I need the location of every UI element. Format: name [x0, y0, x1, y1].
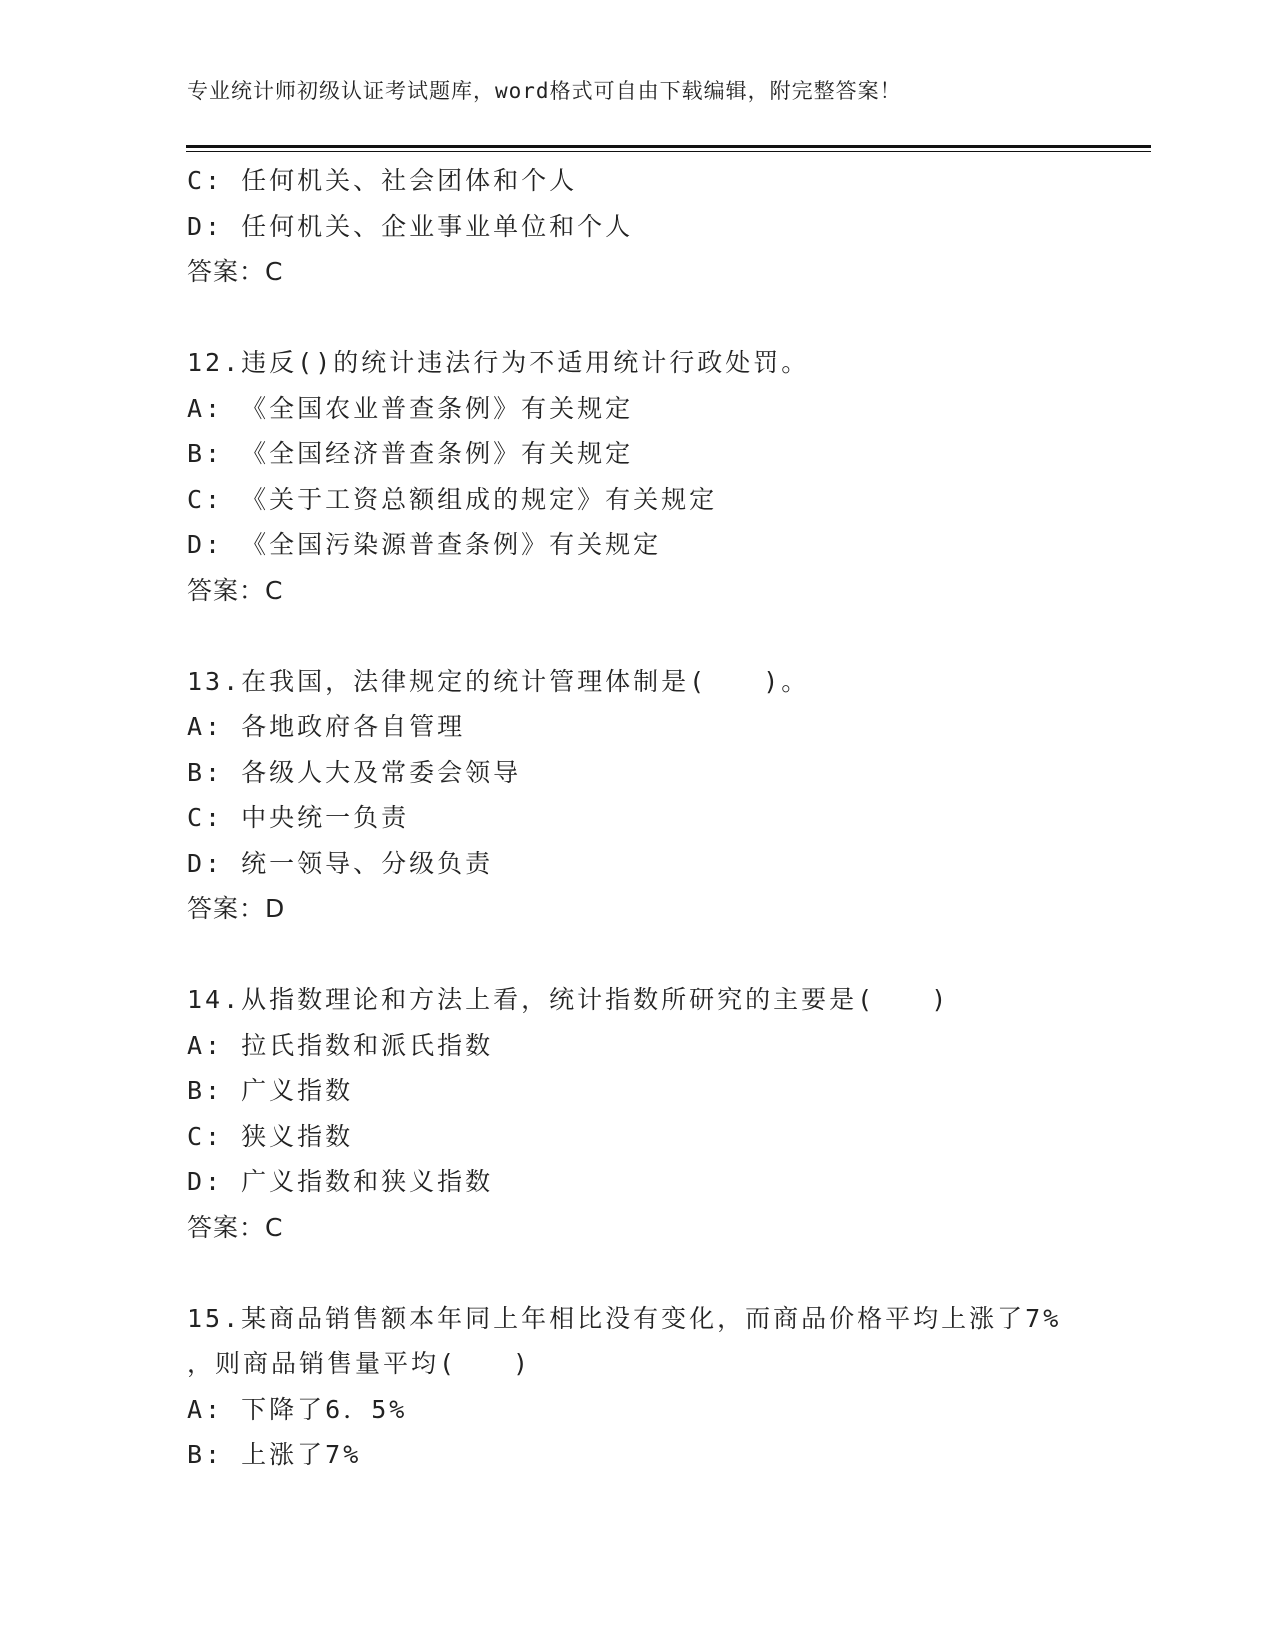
- option-c: C: 《关于工资总额组成的规定》有关规定: [187, 484, 718, 514]
- option-c: C: 中央统一负责: [187, 803, 410, 832]
- question-11: [187, 158, 1147, 295]
- option-c: C: 任何机关、社会团体和个人: [187, 166, 578, 195]
- option-d: D: 《全国污染源普查条例》有关规定: [187, 530, 662, 559]
- option-a: A: 各地政府各自管理: [187, 712, 466, 741]
- option-a: A: 《全国农业普查条例》有关规定: [187, 393, 634, 423]
- question-14: [187, 977, 1147, 1250]
- spacer: [187, 1250, 1147, 1296]
- option-c: C: 狭义指数: [187, 1121, 354, 1151]
- answer-line: 答案：C: [187, 1212, 284, 1242]
- answer-line: 答案：C: [187, 257, 284, 286]
- option-a: A: 下降了6．5%: [187, 1394, 408, 1424]
- spacer: [187, 932, 1147, 978]
- question-13: [187, 659, 1147, 932]
- option-b: B: 各级人大及常委会领导: [187, 757, 522, 787]
- question-stem-line-2: ，则商品销售量平均( ): [187, 1349, 532, 1378]
- question-stem: 12.违反()的统计违法行为不适用统计行政处罚。: [187, 348, 810, 377]
- option-d: D: 广义指数和狭义指数: [187, 1167, 494, 1196]
- header-rule-thick: [186, 145, 1151, 148]
- question-12: [187, 340, 1147, 613]
- header-rule-thin: [186, 151, 1151, 152]
- question-stem: 14.从指数理论和方法上看，统计指数所研究的主要是( ): [187, 985, 950, 1014]
- question-content: [187, 158, 1147, 1478]
- answer-line: 答案：C: [187, 575, 284, 605]
- question-15: [187, 1296, 1147, 1478]
- option-a: A: 拉氏指数和派氏指数: [187, 1030, 494, 1060]
- spacer: [187, 295, 1147, 341]
- question-stem: 13.在我国，法律规定的统计管理体制是( )。: [187, 666, 810, 696]
- header-note: 专业统计师初级认证考试题库，word格式可自由下载编辑，附完整答案！: [187, 79, 902, 103]
- option-b: B: 广义指数: [187, 1076, 354, 1105]
- option-b: B: 《全国经济普查条例》有关规定: [187, 439, 634, 468]
- answer-line: 答案：D: [187, 894, 286, 923]
- option-d: D: 任何机关、企业事业单位和个人: [187, 211, 634, 241]
- spacer: [187, 613, 1147, 659]
- option-b: B: 上涨了7%: [187, 1440, 362, 1469]
- option-d: D: 统一领导、分级负责: [187, 848, 494, 878]
- question-stem-line-1: 15.某商品销售额本年同上年相比没有变化，而商品价格平均上涨了7%: [187, 1303, 1062, 1333]
